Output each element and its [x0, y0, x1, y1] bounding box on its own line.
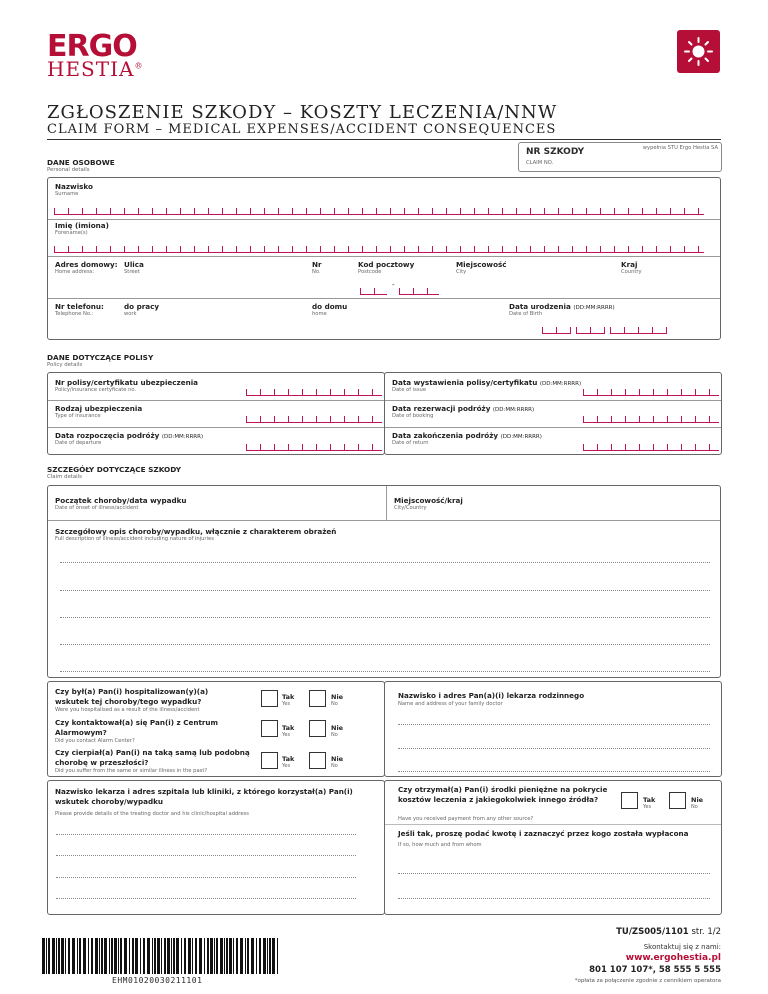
policy-no-sub: Policy/insurance certyficate no. [55, 387, 137, 393]
q3-label-a: Czy cierpiał(a) Pan(i) na taką samą lub podobną [55, 748, 250, 757]
barcode-bar [79, 938, 81, 974]
q3-sub: Did you suffer from the same or similar illness in the past? [55, 768, 208, 774]
family-doctor-line[interactable] [398, 771, 710, 772]
dob-year[interactable] [610, 327, 666, 334]
address-sub: Home address: [55, 269, 95, 275]
no-label: Nie [331, 724, 344, 732]
barcode-bar [52, 938, 55, 974]
barcode-bar [216, 938, 218, 974]
issue-date-sub: Date of issue [392, 387, 427, 393]
barcode-bar [224, 938, 225, 974]
barcode-bar [214, 938, 215, 974]
divider [47, 139, 721, 140]
divider [48, 400, 384, 401]
barcode-bar [195, 938, 197, 974]
no-label: Nr [312, 260, 322, 269]
claim-no-label: NR SZKODY [526, 147, 585, 157]
personal-box [47, 177, 721, 340]
return-date-sub: Date of return [392, 440, 429, 446]
dob-label: Data urodzenia (DD:MM:RRRR) [509, 302, 615, 311]
barcode-bar [236, 938, 238, 974]
barcode-bar [157, 938, 160, 974]
surname-sub: Surname [55, 191, 79, 197]
issue-date-field[interactable] [583, 389, 719, 396]
contact-phone: 801 107 107*, 58 555 5 555 [589, 965, 721, 975]
family-doctor-sub: Name and address of your family doctor [398, 701, 503, 707]
q2-label-a: Czy kontaktował(a) się Pan(i) z Centrum [55, 718, 219, 727]
barcode-bar [118, 938, 119, 974]
barcode-bar [251, 938, 254, 974]
home-phone-sub: home [312, 311, 327, 317]
barcode-bar [199, 938, 202, 974]
barcode-bar [256, 938, 257, 974]
no-sub: No. [312, 269, 321, 275]
barcode-bar [220, 938, 223, 974]
onset-label: Początek choroby/data wypadku [55, 496, 187, 505]
issue-date-label: Data wystawienia polisy/certyfikatu (DD:MM:RRRR) [392, 378, 582, 387]
booking-date-field[interactable] [583, 416, 719, 423]
sun-logo-icon [677, 30, 720, 73]
surname-field[interactable] [54, 208, 704, 215]
barcode-bar [226, 938, 228, 974]
phone-sub: Telephone No.: [55, 311, 94, 317]
barcode-bar [263, 938, 266, 974]
departure-field[interactable] [246, 444, 382, 451]
claim-heading: SZCZEGÓŁY DOTYCZĄCE SZKODY [47, 465, 182, 474]
barcode-bar [91, 938, 93, 974]
claim-heading-sub: Claim details [47, 474, 82, 480]
policy-no-field[interactable] [246, 389, 382, 396]
no-sub: No [331, 763, 338, 769]
work-phone-sub: work [124, 311, 137, 317]
q2-sub: Did you contact Alarm Center? [55, 738, 135, 744]
payment-label-a: Czy otrzymał(a) Pan(i) środki pieniężne na pokrycie [398, 785, 608, 794]
barcode-bar [109, 938, 110, 974]
surname-label: Nazwisko [55, 182, 93, 191]
country-sub: Country [621, 269, 642, 275]
barcode-number: EHM01020030211101 [112, 976, 203, 985]
description-label: Szczegółowy opis choroby/wypadku, włącznie z charakterem obrażeń [55, 527, 337, 536]
title-pl: ZGŁOSZENIE SZKODY – KOSZTY LECZENIA/NNW [47, 102, 558, 123]
payment-no-checkbox[interactable] [669, 792, 686, 809]
payment-yes-checkbox[interactable] [621, 792, 638, 809]
country-label: Kraj [621, 260, 638, 269]
q1-yes-checkbox[interactable] [261, 690, 278, 707]
barcode-bar [176, 938, 179, 974]
yes-sub: Yes [282, 701, 291, 707]
barcode-bar [259, 938, 261, 974]
description-line[interactable] [60, 617, 710, 618]
barcode-bar [240, 938, 243, 974]
insurance-type-label: Rodzaj ubezpieczenia [55, 404, 143, 413]
barcode-bar [207, 938, 209, 974]
divider [385, 824, 721, 825]
policy-left-box [47, 372, 385, 455]
barcode-bar [88, 938, 89, 974]
ifso-sub: If so, how much and from whom [398, 842, 482, 848]
barcode-bar [99, 938, 100, 974]
divider [48, 427, 384, 428]
q3-label-b: chorobę w przeszłości? [55, 758, 149, 767]
barcode-bar [188, 938, 191, 974]
barcode-bar [135, 938, 138, 974]
divider [385, 400, 721, 401]
barcode-bar [95, 938, 98, 974]
payment-sub: Have you received payment from any other source? [398, 816, 534, 822]
no-label: Nie [331, 693, 344, 701]
treating-doctor-line[interactable] [56, 877, 356, 878]
forename-sub: Forename(s) [55, 230, 88, 236]
postcode-field-1[interactable] [360, 288, 387, 295]
barcode-bar [68, 938, 70, 974]
personal-heading-sub: Personal details [47, 167, 90, 173]
forename-field[interactable] [54, 246, 704, 253]
family-doctor-line[interactable] [398, 724, 710, 725]
yes-label: Tak [282, 755, 295, 763]
policy-heading: DANE DOTYCZĄCE POLISY [47, 353, 154, 362]
city-label: Miejscowość [456, 260, 507, 269]
q1-sub: Were you hospitalised as a result of the illness/accident [55, 707, 200, 713]
description-line[interactable] [60, 671, 710, 672]
barcode-bar [192, 938, 193, 974]
barcode-bar [269, 938, 271, 974]
barcode-bar [272, 938, 275, 974]
onset-sub: Date of onset of illness/accident [55, 505, 139, 511]
barcode-bar [152, 938, 153, 974]
departure-label: Data rozpoczęcia podróży (DD:MM:RRRR) [55, 431, 204, 440]
yes-sub: Yes [643, 804, 652, 810]
q3-no-checkbox[interactable] [309, 752, 326, 769]
barcode-bar [184, 938, 186, 974]
booking-date-sub: Date of booking [392, 413, 434, 419]
return-date-field[interactable] [583, 444, 719, 451]
barcode-bar [65, 938, 66, 974]
q1-label-a: Czy był(a) Pan(i) hospitalizowan(y)(a) [55, 687, 209, 696]
barcode-bar [173, 938, 175, 974]
forename-label: Imię (imiona) [55, 221, 109, 230]
barcode-bar [111, 938, 113, 974]
insurance-type-sub: Type of insurance [55, 413, 101, 419]
booking-date-label: Data rezerwacji podróży (DD:MM:RRRR) [392, 404, 535, 413]
postcode-separator: - [392, 281, 395, 289]
treating-doctor-box [47, 780, 385, 915]
street-sub: Street [124, 269, 140, 275]
work-phone-label: do pracy [124, 302, 160, 311]
barcode-bar [61, 938, 64, 974]
description-line[interactable] [60, 562, 710, 563]
personal-heading: DANE OSOBOWE [47, 158, 115, 167]
barcode-bar [129, 938, 130, 974]
treating-doctor-line[interactable] [56, 898, 356, 899]
barcode-bar [114, 938, 117, 974]
yes-label: Tak [643, 796, 656, 804]
place-sub: City/Country [394, 505, 427, 511]
dob-day[interactable] [542, 327, 570, 334]
ifso-label: Jeśli tak, proszę podać kwotę i zaznaczyć przez kogo została wypłacona [398, 829, 689, 838]
barcode-bar [46, 938, 47, 974]
dob-month[interactable] [576, 327, 604, 334]
phone-label: Nr telefonu: [55, 302, 104, 311]
website-link[interactable]: www.ergohestia.pl [625, 953, 721, 963]
departure-sub: Date of departure [55, 440, 102, 446]
payment-box [384, 780, 722, 915]
no-label: Nie [331, 755, 344, 763]
divider [48, 298, 720, 299]
treating-doctor-label: Nazwisko lekarza i adres szpitala lub kliniki, z którego korzystał(a) Pan(i) wskutek choroby/wypadku [55, 787, 353, 806]
policy-heading-sub: Policy details [47, 362, 83, 368]
barcode-bar [120, 938, 122, 974]
barcode-bar [42, 938, 45, 974]
description-line[interactable] [60, 644, 710, 645]
divider [48, 256, 720, 257]
barcode-bar [104, 938, 107, 974]
call-cost-note: *opłata za połączenie zgodnie z cennikiem operatora [574, 978, 721, 984]
family-doctor-label: Nazwisko i adres Pan(a)(i) lekarza rodzinnego [398, 691, 585, 700]
treating-doctor-line[interactable] [56, 834, 356, 835]
postcode-field-2[interactable] [399, 288, 439, 295]
contact-label: Skontaktuj się z nami: [643, 943, 721, 951]
q2-no-checkbox[interactable] [309, 720, 326, 737]
barcode-bar [171, 938, 172, 974]
barcode-bar [83, 938, 86, 974]
barcode-bar [124, 938, 127, 974]
dob-sub: Date of Birth [509, 311, 543, 317]
barcode-bar [72, 938, 75, 974]
claim-no-note: wypełnia STU Ergo Hestia SA [642, 145, 718, 151]
postcode-sub: Postcode [358, 269, 382, 275]
postcode-label: Kod pocztowy [358, 260, 415, 269]
address-label: Adres domowy: [55, 260, 118, 269]
logo-hestia: HESTIA® [47, 57, 144, 81]
yes-sub: Yes [282, 763, 291, 769]
family-doctor-box [384, 681, 722, 777]
place-label: Miejscowość/kraj [394, 496, 463, 505]
street-label: Ulica [124, 260, 144, 269]
q2-label-b: Alarmowym? [55, 728, 107, 737]
barcode-bar [164, 938, 166, 974]
barcode-bar [229, 938, 232, 974]
barcode-bar [77, 938, 78, 974]
q1-no-checkbox[interactable] [309, 690, 326, 707]
no-sub: No [691, 804, 698, 810]
claim-no-box[interactable] [518, 142, 722, 172]
barcode-bar [167, 938, 170, 974]
city-sub: City [456, 269, 467, 275]
no-label: Nie [691, 796, 704, 804]
barcode-bar [247, 938, 249, 974]
barcode-bar [143, 938, 145, 974]
barcode-bar [132, 938, 134, 974]
description-sub: Full description of illness/accident including nature of injuries [55, 536, 214, 542]
family-doctor-line[interactable] [398, 748, 710, 749]
barcode-bar [161, 938, 162, 974]
barcode-bar [204, 938, 205, 974]
description-line[interactable] [60, 590, 710, 591]
divider [385, 427, 721, 428]
barcode-bar [245, 938, 246, 974]
policy-right-box [384, 372, 722, 455]
yes-label: Tak [282, 724, 295, 732]
barcode-bar [147, 938, 150, 974]
divider [48, 219, 720, 220]
questions-box [47, 681, 385, 777]
policy-no-label: Nr polisy/certyfikatu ubezpieczenia [55, 378, 199, 387]
return-date-label: Data zakończenia podróży (DD:MM:RRRR) [392, 431, 542, 440]
barcode-bar [48, 938, 50, 974]
q2-yes-checkbox[interactable] [261, 720, 278, 737]
treating-doctor-line[interactable] [56, 855, 356, 856]
yes-sub: Yes [282, 732, 291, 738]
no-sub: No [331, 732, 338, 738]
treating-doctor-sub: Please provide details of the treating doctor and his clinic/hospital address [55, 811, 249, 817]
barcode-bar [267, 938, 268, 974]
q1-label-b: wskutek tej choroby/tego wypadku? [55, 697, 202, 706]
barcode [42, 938, 280, 974]
insurance-type-field[interactable] [246, 416, 382, 423]
divider [48, 520, 720, 521]
title-en: CLAIM FORM – MEDICAL EXPENSES/ACCIDENT CONSEQUENCES [47, 122, 557, 137]
barcode-bar [56, 938, 57, 974]
barcode-bar [154, 938, 156, 974]
barcode-bar [181, 938, 182, 974]
no-sub: No [331, 701, 338, 707]
barcode-bar [210, 938, 213, 974]
footer-info [616, 927, 721, 937]
logo-ergo: ERGO [47, 29, 137, 64]
claim-box [47, 485, 721, 678]
form-code: TU/ZS005/1101 str. 1/2 [616, 927, 721, 937]
barcode-bar [140, 938, 141, 974]
barcode-bar [101, 938, 103, 974]
barcode-bar [58, 938, 60, 974]
payment-line[interactable] [398, 898, 710, 899]
divider [386, 486, 387, 520]
barcode-bar [277, 938, 278, 974]
yes-label: Tak [282, 693, 295, 701]
payment-line[interactable] [398, 873, 710, 874]
payment-label-b: kosztów leczenia z jakiegokolwiek innego źródła? [398, 795, 599, 804]
claim-no-sub: CLAIM NO. [526, 160, 554, 166]
q3-yes-checkbox[interactable] [261, 752, 278, 769]
barcode-bar [233, 938, 234, 974]
home-phone-label: do domu [312, 302, 348, 311]
